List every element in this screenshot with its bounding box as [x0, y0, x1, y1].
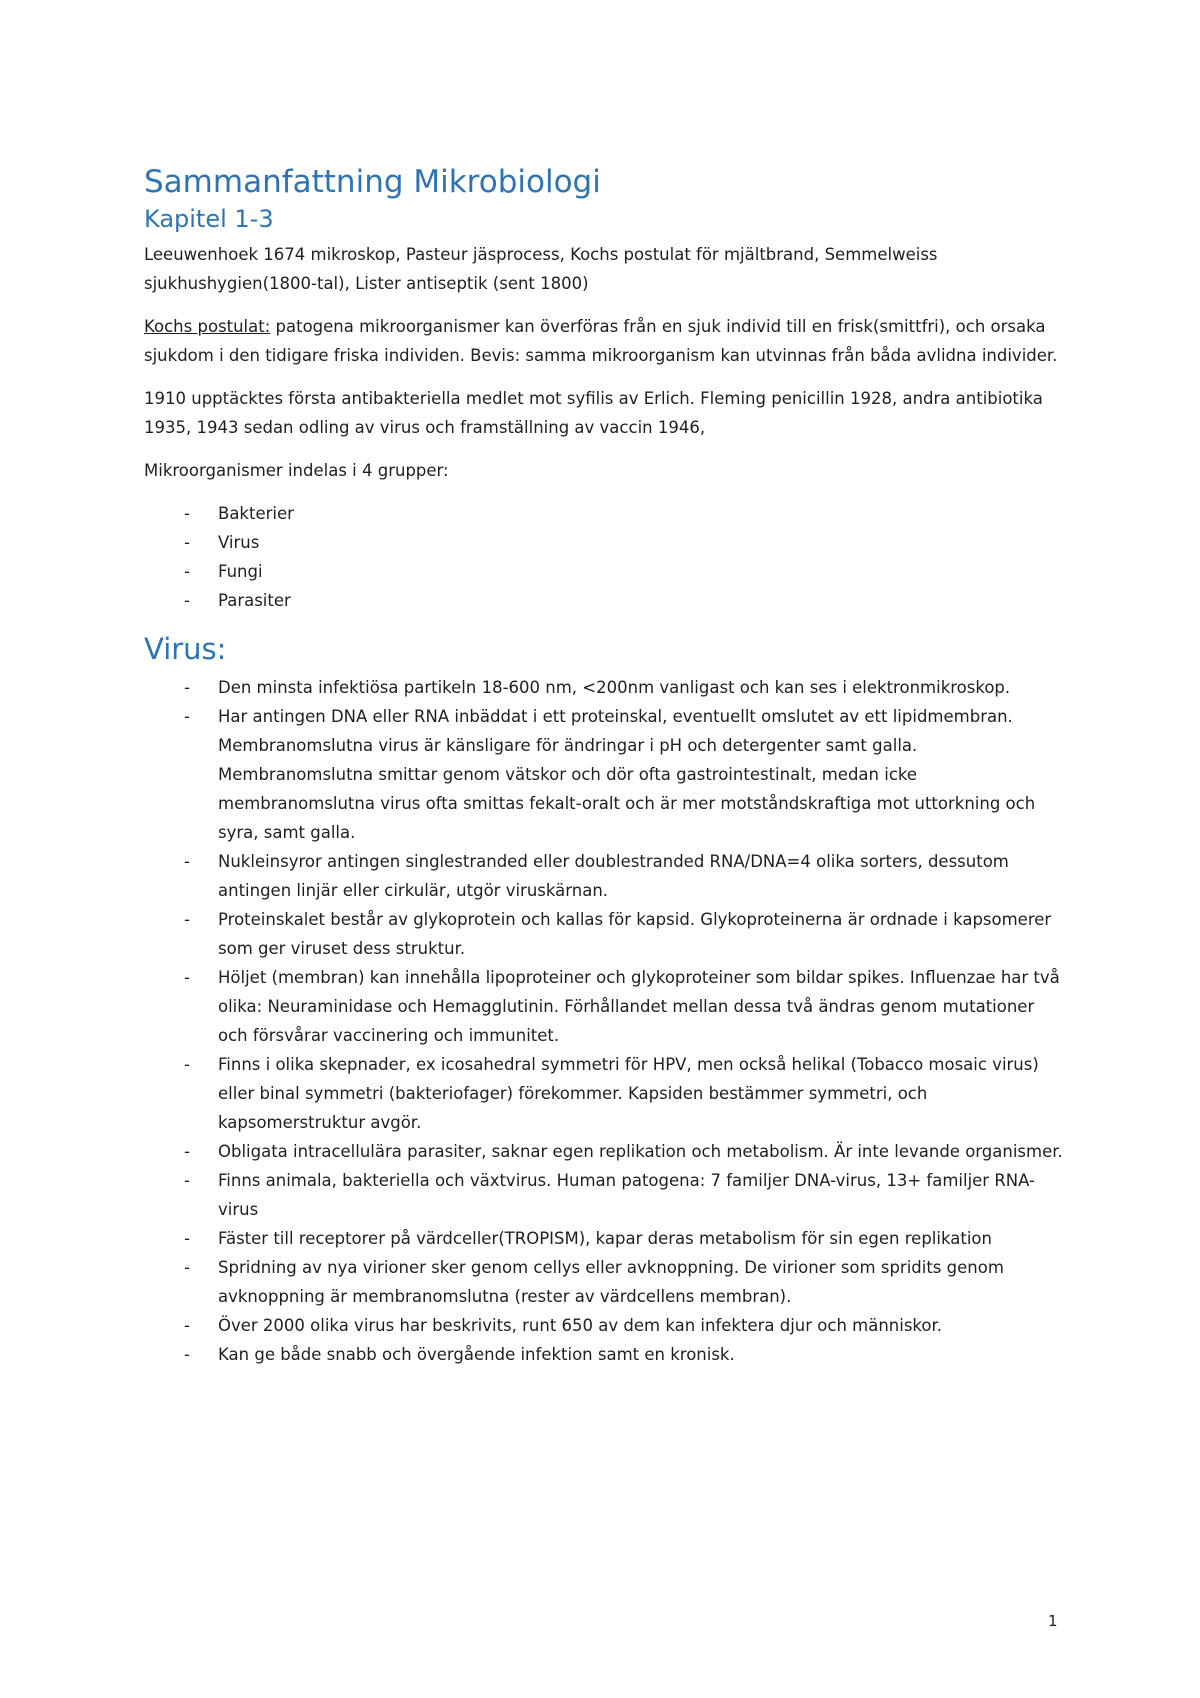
list-item-text: Kan ge både snabb och övergående infektion samt en kronisk. [218, 1345, 735, 1364]
bullet-dash: - [184, 678, 190, 697]
bullet-dash: - [184, 1171, 190, 1190]
document-title: Sammanfattning Mikrobiologi [144, 164, 601, 200]
kochs-label: Kochs postulat: [144, 317, 271, 336]
bullet-dash: - [184, 910, 190, 929]
chapter-heading: Kapitel 1-3 [144, 205, 274, 233]
list-item-text: Finns animala, bakteriella och växtvirus. Human patogena: 7 familjer DNA-virus, 13+ familjer RNA-virus [218, 1171, 1036, 1219]
bullet-dash: - [184, 591, 190, 610]
list-item [144, 528, 1064, 557]
bullet-dash: - [184, 1229, 190, 1248]
virus-list [144, 673, 1064, 1369]
list-item-text: Har antingen DNA eller RNA inbäddat i ett proteinskal, eventuellt omslutet av ett lipidmembran. Membranomslutna virus är känsligare för ändringar i pH och detergenter samt galla. Membranomslutna smittar genom vätskor och dör ofta gastrointestinalt, medan icke membranomslutna virus ofta smittas fekalt-oralt och är mer motståndskraftiga mot uttorkning och syra, samt galla. [218, 707, 1036, 842]
intro-paragraph: Leeuwenhoek 1674 mikroskop, Pasteur jäsprocess, Kochs postulat för mjältbrand, Semmelweiss sjukhushygien(1800-tal), Lister antiseptik (sent 1800) [144, 245, 938, 293]
list-item [144, 1311, 1064, 1340]
list-item-text: Den minsta infektiösa partikeln 18-600 nm, <200nm vanligast och kan ses i elektronmikroskop. [218, 678, 1011, 697]
bullet-dash: - [184, 1142, 190, 1161]
list-item [144, 1137, 1064, 1166]
list-item [144, 1253, 1064, 1311]
bullet-dash: - [184, 504, 190, 523]
list-item [144, 1166, 1064, 1224]
list-item [144, 586, 1064, 615]
bullet-dash: - [184, 1258, 190, 1277]
list-item-text: Spridning av nya virioner sker genom cellys eller avknoppning. De virioner som spridits genom avknoppning är membranomslutna (rester av värdcellens membran). [218, 1258, 1004, 1306]
list-item [144, 1050, 1064, 1137]
list-item-text: Fungi [218, 562, 263, 581]
kochs-paragraph [144, 312, 1064, 370]
bullet-dash: - [184, 707, 190, 726]
page-number: 1 [1048, 1612, 1058, 1630]
bullet-dash: - [184, 968, 190, 987]
bullet-dash: - [184, 1055, 190, 1074]
list-item-text: Nukleinsyror antingen singlestranded eller doublestranded RNA/DNA=4 olika sorters, dessutom antingen linjär eller cirkulär, utgör viruskärnan. [218, 852, 1009, 900]
bullet-dash: - [184, 1316, 190, 1335]
list-item [144, 673, 1064, 702]
list-item-text: Virus [218, 533, 260, 552]
bullet-dash: - [184, 562, 190, 581]
list-item-text: Finns i olika skepnader, ex icosahedral symmetri för HPV, men också helikal (Tobacco mosaic virus) eller binal symmetri (bakteriofager) förekommer. Kapsiden bestämmer symmetri, och kapsomerstruktur avgör. [218, 1055, 1039, 1132]
kochs-text: patogena mikroorganismer kan överföras från en sjuk individ till en frisk(smittfri), och orsaka sjukdom i den tidigare friska individen. Bevis: samma mikroorganism kan utvinnas från båda avlidna individer. [144, 317, 1058, 365]
list-item [144, 905, 1064, 963]
list-item [144, 1340, 1064, 1369]
document-content [144, 162, 1064, 1379]
bullet-dash: - [184, 852, 190, 871]
list-item-text: Bakterier [218, 504, 294, 523]
list-item [144, 963, 1064, 1050]
list-item-text: Höljet (membran) kan innehålla lipoproteiner och glykoproteiner som bildar spikes. Influenzae har två olika: Neuraminidase och Hemagglutinin. Förhållandet mellan dessa två ändras genom mutationer och försvårar vaccinering och immunitet. [218, 968, 1060, 1045]
list-item [144, 557, 1064, 586]
list-item [144, 847, 1064, 905]
groups-intro: Mikroorganismer indelas i 4 grupper: [144, 461, 449, 480]
list-item-text: Proteinskalet består av glykoprotein och kallas för kapsid. Glykoproteinerna är ordnade i kapsomerer som ger viruset dess struktur. [218, 910, 1052, 958]
list-item-text: Fäster till receptorer på värdceller(TROPISM), kapar deras metabolism för sin egen replikation [218, 1229, 992, 1248]
list-item [144, 702, 1064, 847]
virus-heading: Virus: [144, 632, 227, 666]
bullet-dash: - [184, 1345, 190, 1364]
groups-list [144, 499, 1064, 615]
list-item-text: Över 2000 olika virus har beskrivits, runt 650 av dem kan infektera djur och människor. [218, 1316, 943, 1335]
list-item-text: Parasiter [218, 591, 291, 610]
history-paragraph: 1910 upptäcktes första antibakteriella medlet mot syfilis av Erlich. Fleming penicillin 1928, andra antibiotika 1935, 1943 sedan odling av virus och framställning av vaccin 1946, [144, 389, 1043, 437]
list-item [144, 499, 1064, 528]
bullet-dash: - [184, 533, 190, 552]
list-item [144, 1224, 1064, 1253]
list-item-text: Obligata intracellulära parasiter, saknar egen replikation och metabolism. Är inte levande organismer. [218, 1142, 1063, 1161]
